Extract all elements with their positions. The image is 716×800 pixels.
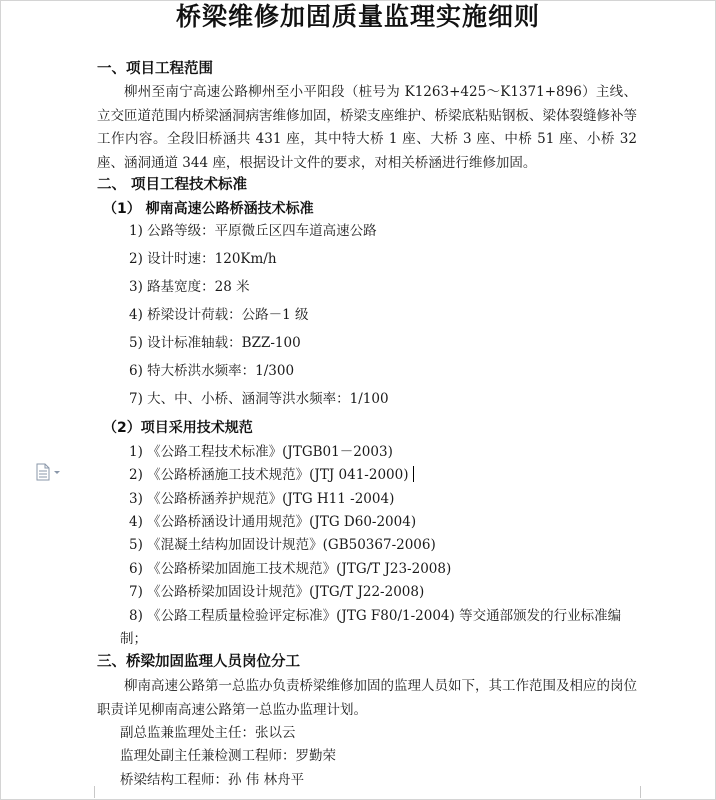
spec-item-8-line1: 8) 《公路工程质量检验评定标准》(JTG F80/1-2004) 等交通部颁发的行业标准编 [129,608,622,624]
spec-item-8-line2: 制； [120,631,147,647]
corner-mark-bottom-right [640,786,653,798]
spec-item: 4) 《公路桥涵设计通用规范》(JTG D60-2004) [129,514,417,530]
spec-item-with-cursor [129,465,414,485]
spec-item: 5) 《混凝土结构加固设计规范》(GB50367-2006) [129,537,436,553]
section2-sub1-heading: （1） 柳南高速公路桥涵技术标准 [103,201,314,217]
document-title: 桥梁维修加固质量监理实施细则 [175,2,540,31]
section1-heading: 一、项目工程范围 [97,61,213,77]
text-cursor [413,466,415,482]
standard-item: 6) 特大桥洪水频率：1/300 [129,363,295,379]
corner-mark-bottom-left [82,786,95,798]
standard-item: 1) 公路等级：平原微丘区四车道高速公路 [129,223,377,239]
section1-paragraph: 柳州至南宁高速公路柳州至小平阳段（桩号为 K1263+425～K1371+896）主线、立交匝道范围内桥梁涵洞病害维修加固，桥梁支座维护、桥梁底粘贴钢板、梁体裂缝修补等工作内容。全段旧桥涵共 431 座，其中特大桥 1 座、大桥 3 座、中桥 51 座、小桥 32 座、涵洞通道 344 座，根据设计文件的要求，对相关桥涵进行维修加固。 [97,84,637,171]
staff-line: 副总监兼监理处主任：张以云 [120,725,296,741]
section2-sub2-heading: （2）项目采用技术规范 [103,420,253,436]
standard-item: 3) 路基宽度：28 米 [129,279,250,295]
spec-item: 6) 《公路桥梁加固施工技术规范》(JTG/T J23-2008) [129,561,452,577]
staff-line: 桥梁结构工程师：孙 伟 林舟平 [120,772,305,788]
paragraph-options-button[interactable] [34,463,64,481]
staff-line: 监理处副主任兼检测工程师：罗勤荣 [120,748,336,764]
section3-paragraph: 柳南高速公路第一总监办负责桥梁维修加固的监理人员如下，其工作范围及相应的岗位职责详见柳南高速公路第一总监办监理计划。 [97,678,637,718]
standard-item: 2) 设计时速：120Km/h [129,251,277,267]
standard-item: 7) 大、中、小桥、涵洞等洪水频率：1/100 [129,391,389,407]
standard-item: 5) 设计标准轴载：BZZ-100 [129,335,301,351]
section3-heading: 三、桥梁加固监理人员岗位分工 [97,654,300,670]
spec-item: 3) 《公路桥涵养护规范》(JTG H11 -2004) [129,491,395,507]
section2-heading: 二、 项目工程技术标准 [97,177,248,193]
spec-item-text: 2) 《公路桥涵施工技术规范》(JTJ 041-2000) [129,467,409,483]
spec-item: 7) 《公路桥梁加固设计规范》(JTG/T J22-2008) [129,584,425,600]
spec-item: 1) 《公路工程技术标准》(JTGB01－2003) [129,444,393,460]
standard-item: 4) 桥梁设计荷载：公路－1 级 [129,307,309,323]
document-icon [34,463,64,481]
chevron-down-icon [54,471,60,474]
